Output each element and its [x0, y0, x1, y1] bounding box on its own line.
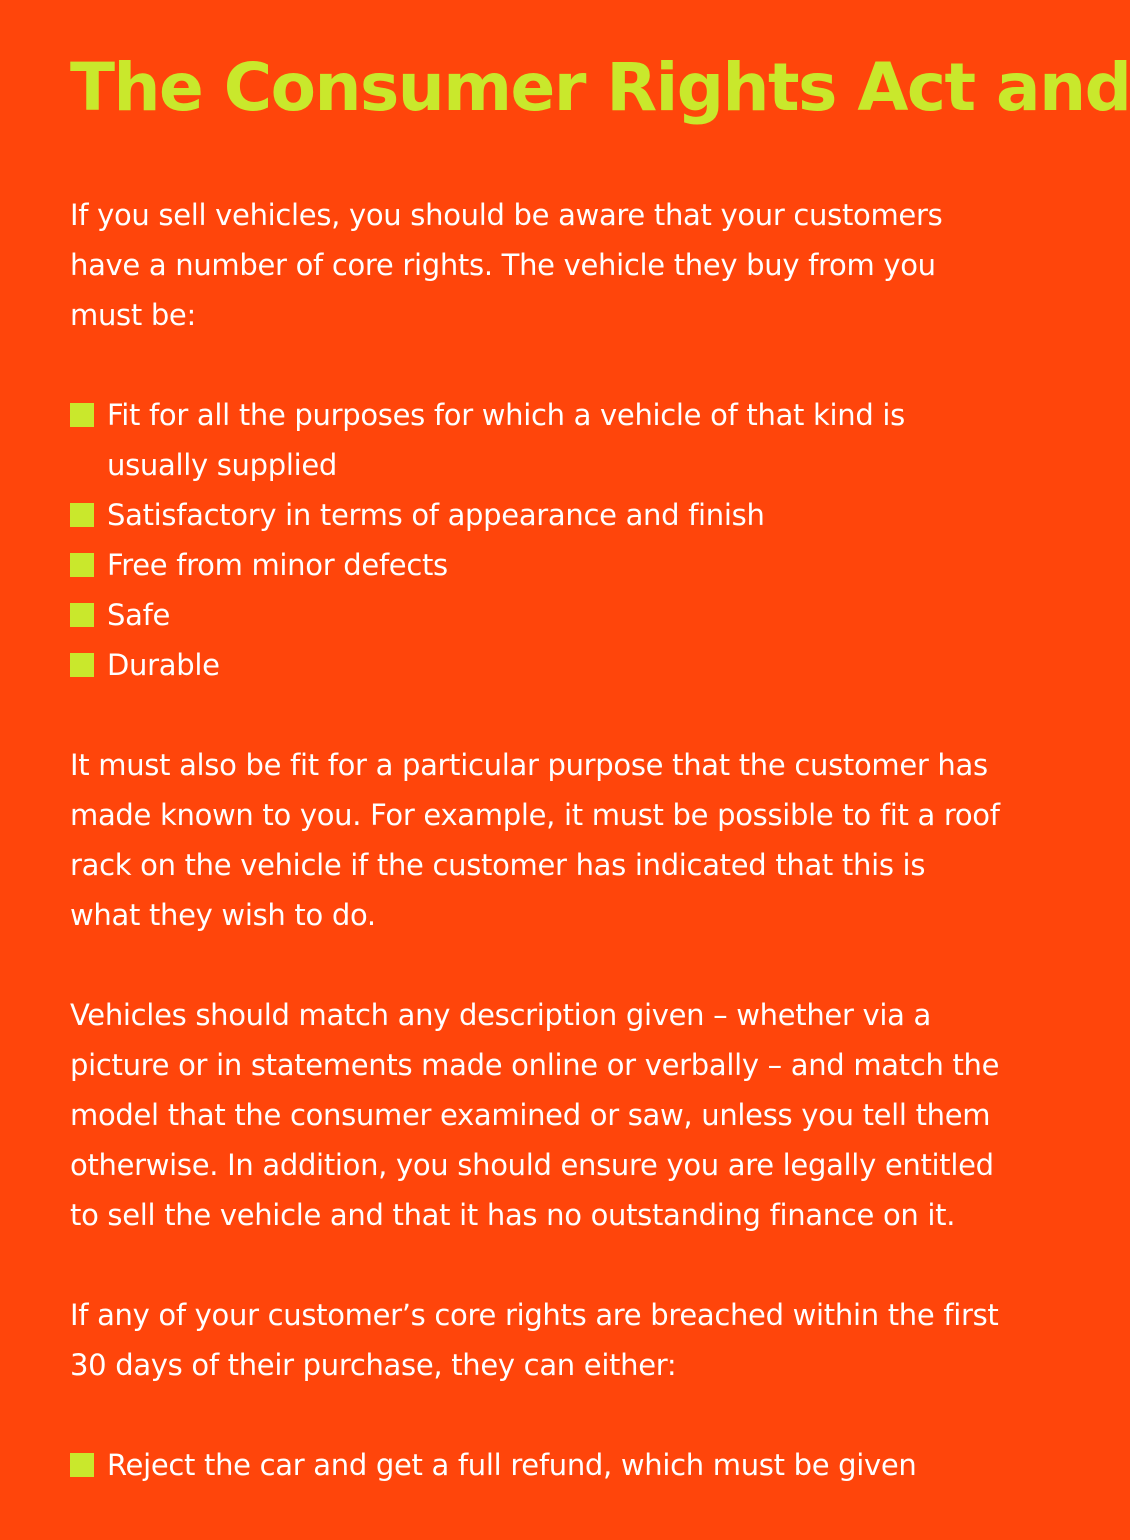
square-bullet-icon [70, 553, 94, 577]
square-bullet-icon [70, 503, 94, 527]
square-bullet-icon [70, 1453, 94, 1477]
article-body [70, 190, 1000, 1540]
list-item-text: Free from minor defects [107, 548, 448, 582]
list-item-text: Durable [107, 648, 220, 682]
list-item [70, 390, 1000, 490]
list-item [70, 540, 1000, 590]
list-item-text: Reject the car and get a full refund, which must be given [107, 1448, 917, 1482]
list-item [70, 1440, 1000, 1490]
core-rights-list [70, 390, 1000, 690]
article-title: The Consumer Rights Act and [70, 49, 1130, 126]
description-paragraph: Vehicles should match any description given – whether via a picture or in statements made online or verbally – and match the model that the consumer examined or saw, unless you tell them otherwise. In addition, you should ensure you are legally entitled to sell the vehicle and that it has no outstanding finance on it. [70, 998, 1000, 1232]
intro-paragraph: If you sell vehicles, you should be aware that your customers have a number of core rights. The vehicle they buy from you must be: [70, 198, 943, 332]
list-item-text: Safe [107, 598, 171, 632]
list-item-text: Fit for all the purposes for which a vehicle of that kind is usually supplied [107, 398, 905, 482]
fit-for-purpose-paragraph: It must also be fit for a particular purpose that the customer has made known to you. For example, it must be possible to fit a roof rack on the vehicle if the customer has indicated that this is what they wish to do. [70, 748, 1000, 932]
square-bullet-icon [70, 603, 94, 627]
list-item [70, 490, 1000, 540]
square-bullet-icon [70, 403, 94, 427]
list-item [70, 640, 1000, 690]
list-item [70, 590, 1000, 640]
breach-paragraph: If any of your customer’s core rights are breached within the first 30 days of their purchase, they can either: [70, 1298, 999, 1382]
square-bullet-icon [70, 653, 94, 677]
list-item-text: Satisfactory in terms of appearance and finish [107, 498, 765, 532]
remedies-list [70, 1440, 1000, 1490]
